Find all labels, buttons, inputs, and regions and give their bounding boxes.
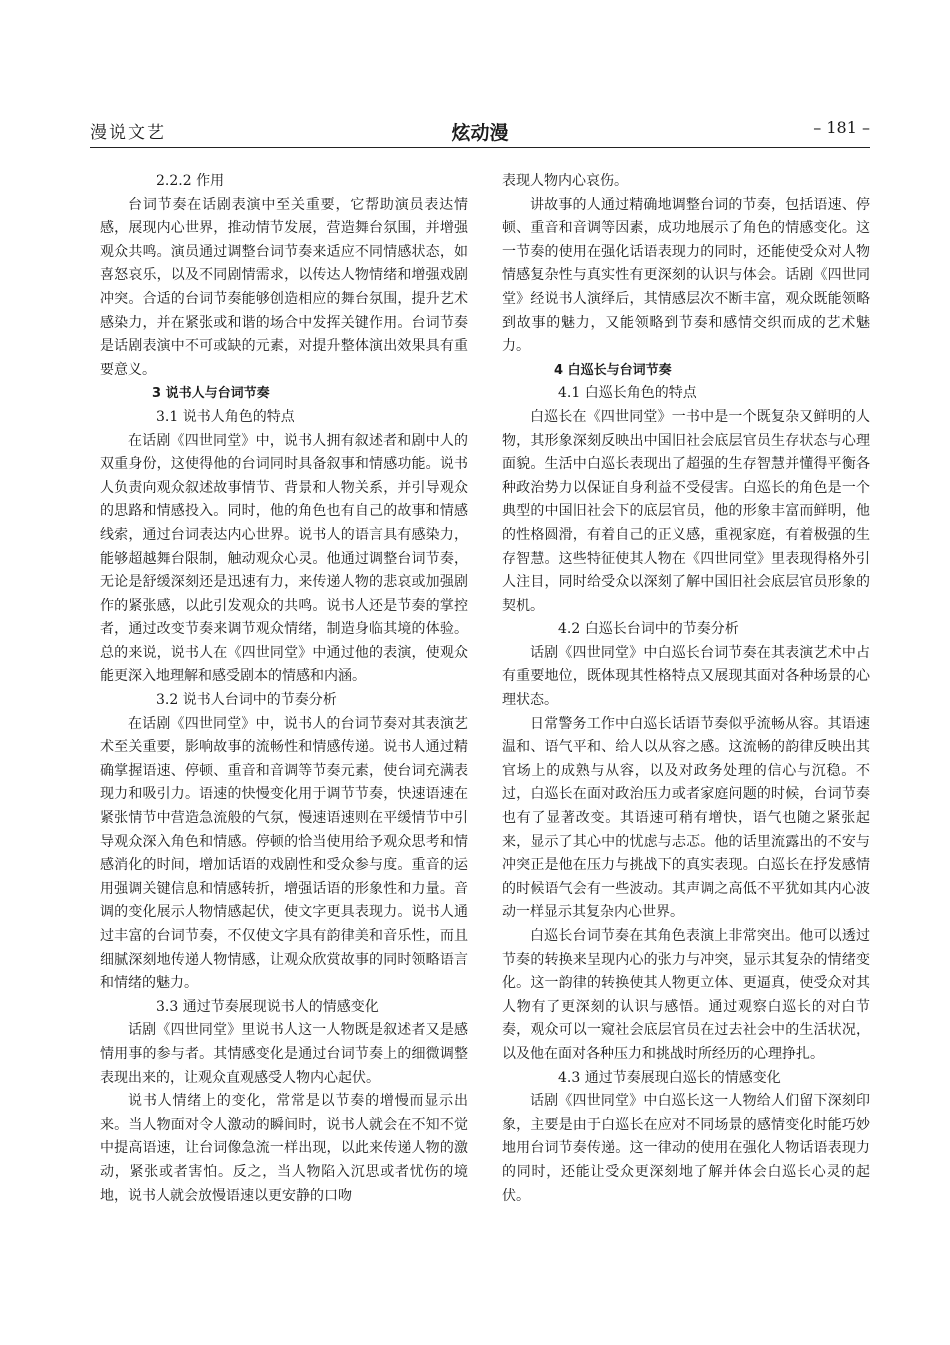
section-3-2-title: 3.2 说书人台词中的节奏分析 — [156, 692, 337, 709]
section-4-2-paragraph-3: 白巡长台词节奏在其角色表演上非常突出。他可以透过节奏的转换来呈现内心的张力与冲突，显示其复杂的情绪变化。这一韵律的转换使其人物更立体、更逼真，使受众对其人物有了更深刻的认识与感悟。通过观察白巡长的对白节奏，观众可以一窥社会底层官员在过去社会中的生活状况，以及他在面对各种压力和挑战时所经历的心理挣扎。 — [502, 928, 870, 1062]
section-4-2-paragraph-1: 话剧《四世同堂》中白巡长台词节奏在其表演艺术中占有重要地位，既体现其性格特点又展现其面对各种场景的心理状态。 — [502, 644, 870, 709]
section-4-1-paragraph: 白巡长在《四世同堂》一书中是一个既复杂又鲜明的人物，其形象深刻反映出中国旧社会底层官员生存状态与心理面貌。生活中白巡长表现出了超强的生存智慧并懂得平衡各种政治势力以保证自身利益不受侵害。白巡长的角色是一个典型的中国旧社会下的底层官员，他的形象丰富而鲜明，他的性格圆滑，有着自己的正义感，重视家庭，有着极强的生存智慧。这些特征使其人物在《四世同堂》里表现得格外引人注目，同时给受众以深刻了解中国旧社会底层官员形象的契机。 — [502, 408, 870, 614]
section-2-2-2-title: 2.2.2 作用 — [156, 173, 225, 189]
journal-section-name: 漫说文艺 — [90, 123, 166, 143]
section-4-3-title: 4.3 通过节奏展现白巡长的情感变化 — [558, 1069, 781, 1086]
section-3-1-title: 3.1 说书人角色的特点 — [156, 408, 295, 425]
section-3-3-title: 3.3 通过节奏展现说书人的情感变化 — [156, 998, 379, 1015]
right-column — [502, 170, 870, 1208]
section-3-title: 3 说书人与台词节奏 — [152, 386, 270, 402]
section-3-3-paragraph-1: 话剧《四世同堂》里说书人这一人物既是叙述者又是感情用事的参与者。其情感变化是通过台词节奏上的细微调整表现出来的，让观众直观感受人物内心起伏。 — [100, 1022, 468, 1086]
section-3-2-paragraph: 在话剧《四世同堂》中，说书人的台词节奏对其表演艺术至关重要，影响故事的流畅性和情感传递。说书人通过精确掌握语速、停顿、重音和音调等节奏元素，使台词充满表现力和吸引力。语速的快慢变化用于调节节奏，快速语速在紧张情节中营造急流般的气氛，慢速语速则在平缓情节中引导观众深入角色和情感。停顿的恰当使用给予观众思考和情感消化的时间，增加话语的戏剧性和受众参与度。重音的运用强调关键信息和情感转折，增强话语的形象性和力量。音调的变化展示人物情感起伏，使文字更具表现力。说书人通过丰富的台词节奏，不仅使文字具有韵律美和音乐性，而且细腻深刻地传递人物情感，让观众欣赏故事的同时领略语言和情绪的魅力。 — [100, 715, 468, 992]
section-3-3-paragraph-2: 说书人情绪上的变化，常常是以节奏的增慢而显示出来。当人物面对令人激动的瞬间时，说书人就会在不知不觉中提高语速，让台词像急流一样出现，以此来传递人物的激动，紧张或者害怕。反之，当人物陷入沉思或者忧伤的境地，说书人就会放慢语速以更安静的口吻 — [100, 1093, 468, 1204]
section-4-2-paragraph-2: 日常警务工作中白巡长话语节奏似乎流畅从容。其语速温和、语气平和、给人以从容之感。这流畅的韵律反映出其官场上的成熟与从容，以及对政务处理的信心与沉稳。不过，白巡长在面对政治压力或者家庭问题的时候，台词节奏也有了显著改变。其语速可稍有增快，语气也随之紧张起来，显示了其心中的忧虑与忐忑。他的话里流露出的不安与冲突正是他在压力与挑战下的真实表现。白巡长在抒发感情的时候语气会有一些波动。其声调之高低不平犹如其内心波动一样显示其复杂内心世界。 — [502, 715, 870, 921]
header-divider — [90, 147, 870, 148]
section-4-3-paragraph: 话剧《四世同堂》中白巡长这一人物给人们留下深刻印象，主要是由于白巡长在应对不同场景的感情变化时能巧妙地用台词节奏传递。这一律动的使用在强化人物话语表现力的同时，还能让受众更深刻地了解并体会白巡长心灵的起伏。 — [502, 1093, 870, 1204]
section-2-2-2-paragraph: 台词节奏在话剧表演中至关重要，它帮助演员表达情感，展现内心世界，推动情节发展，营造舞台氛围，并增强观众共鸣。演员通过调整台词节奏来适应不同情感状态，如喜怒哀乐，以及不同剧情需求，以传达人物情绪和增强戏剧冲突。合适的台词节奏能够创造相应的舞台氛围，提升艺术感染力，并在紧张或和谐的场合中发挥关键作用。台词节奏是话剧表演中不可或缺的元素，对提升整体演出效果具有重要意义。 — [100, 196, 468, 378]
page-header — [90, 118, 870, 146]
section-4-2-title: 4.2 白巡长台词中的节奏分析 — [558, 621, 739, 638]
magazine-title: 炫动漫 — [451, 122, 509, 144]
section-4-title: 4 白巡长与台词节奏 — [554, 362, 672, 378]
section-4-1-title: 4.1 白巡长角色的特点 — [558, 385, 697, 402]
section-3-3-paragraph-3: 讲故事的人通过精确地调整台词的节奏，包括语速、停顿、重音和音调等因素，成功地展示了角色的情感变化。这一节奏的使用在强化话语表现力的同时，还能使受众对人物情感复杂性与真实性有更深刻的认识与体会。话剧《四世同堂》经说书人演绎后，其情感层次不断丰富，观众既能领略到故事的魅力，又能领略到节奏和感情交织而成的艺术魅力。 — [502, 196, 870, 355]
section-3-1-paragraph: 在话剧《四世同堂》中，说书人拥有叙述者和剧中人的双重身份，这使得他的台词同时具备叙事和情感功能。说书人负责向观众叙述故事情节、背景和人物关系，并引导观众的思路和情感投入。同时，他的角色也有自己的故事和情感线索，通过台词表达内心世界。说书人的语言具有感染力，能够超越舞台限制，触动观众心灵。他通过调整台词节奏，无论是舒缓深刻还是迅速有力，来传递人物的悲哀或加强剧作的紧张感，以此引发观众的共鸣。说书人还是节奏的掌控者，通过改变节奏来调节观众情绪，制造身临其境的体验。总的来说，说书人在《四世同堂》中通过他的表演，使观众能更深入地理解和感受剧本的情感和内涵。 — [100, 432, 468, 685]
page-number: – 181 – — [813, 118, 870, 137]
continued-paragraph: 表现人物内心哀伤。 — [502, 173, 628, 189]
left-column — [100, 170, 468, 1208]
